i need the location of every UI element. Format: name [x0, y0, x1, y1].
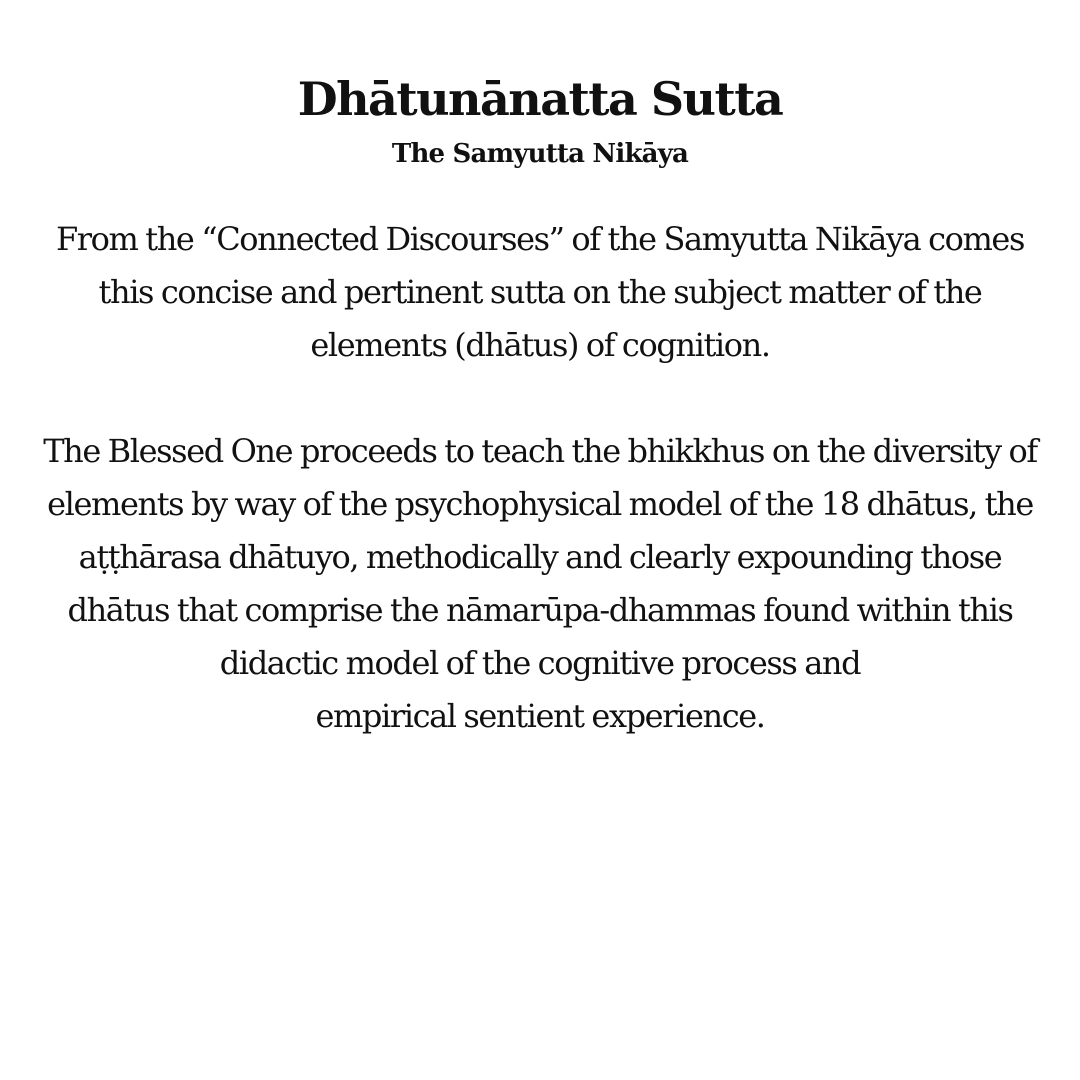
intro-paragraph [20, 213, 1060, 372]
paragraph-line: The Blessed One proceeds to teach the bhikkhus on the diversity of [43, 432, 1037, 470]
document-title: Dhātunānatta Sutta [297, 72, 783, 126]
paragraph-line: elements by way of the psychophysical model of the 18 dhātus, the [47, 485, 1033, 523]
paragraph-line: this concise and pertinent sutta on the subject matter of the [98, 273, 982, 311]
paragraph-line: empirical sentient experience. [315, 697, 765, 735]
body-paragraph [20, 425, 1060, 743]
paragraph-line: aṭṭhārasa dhātuyo, methodically and clearly expounding those [78, 538, 1002, 576]
document-subtitle: The Samyutta Nikāya [391, 139, 689, 169]
paragraph-line: From the “Connected Discourses” of the Samyutta Nikāya comes [55, 220, 1024, 258]
paragraph-line: didactic model of the cognitive process and [219, 644, 861, 682]
paragraph-line: elements (dhātus) of cognition. [310, 326, 770, 364]
paragraph-line: dhātus that comprise the nāmarūpa-dhammas found within this [67, 591, 1013, 629]
